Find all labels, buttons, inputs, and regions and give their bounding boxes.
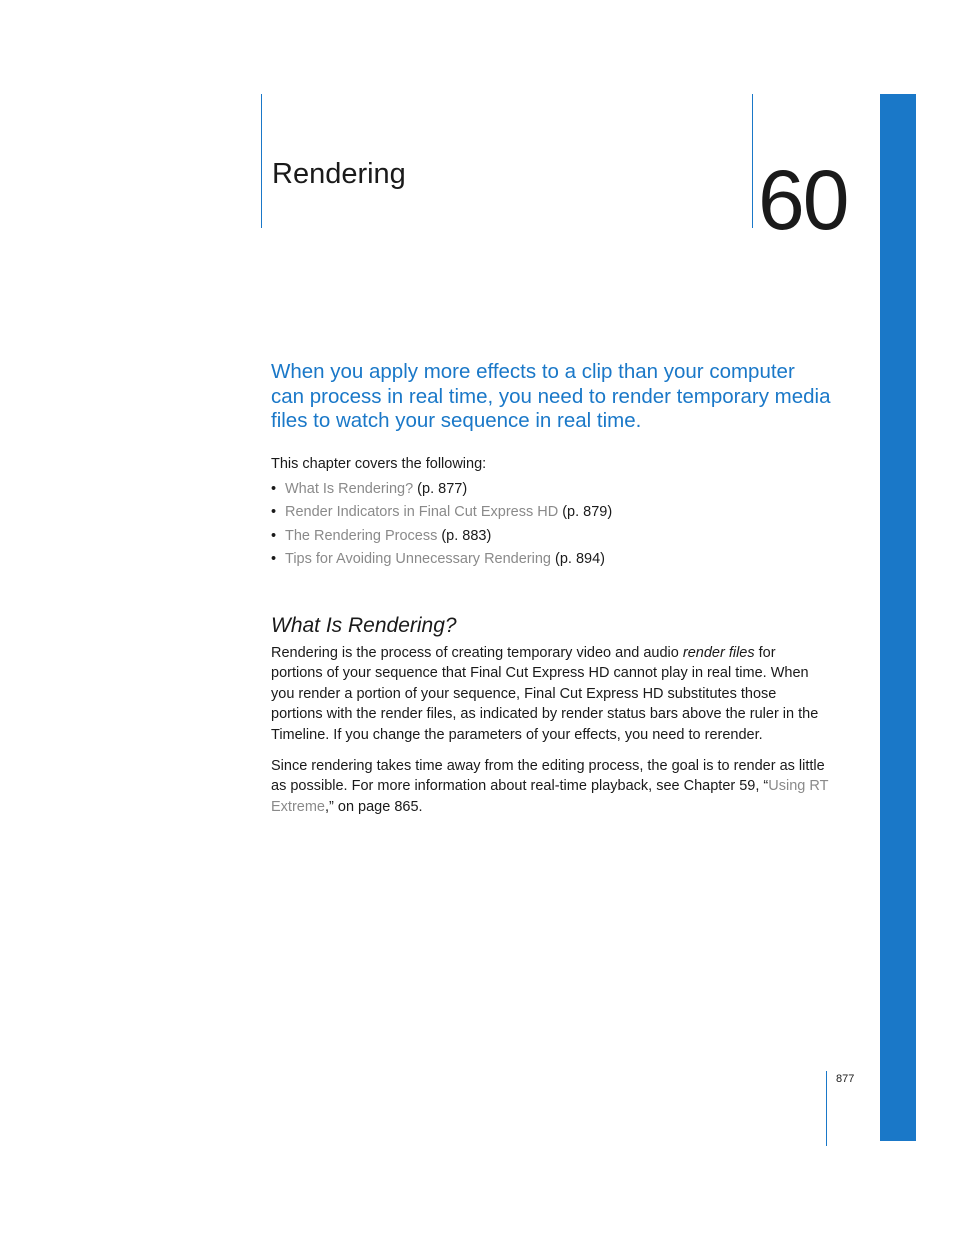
section-paragraph-1	[271, 643, 831, 745]
toc-bullet: •	[271, 481, 277, 497]
toc-link-rendering-process[interactable]: The Rendering Process	[285, 527, 438, 544]
paragraph-emphasis: render files	[682, 645, 755, 661]
paragraph-text: Rendering is the process of creating temporary video and audio	[271, 645, 683, 661]
toc-link-render-indicators[interactable]: Render Indicators in Final Cut Express HD	[285, 504, 559, 521]
toc-item	[271, 549, 612, 572]
toc-item	[271, 479, 612, 502]
chapter-rule-left	[261, 94, 262, 228]
toc-page-ref: (p. 894)	[550, 551, 605, 568]
toc-page-ref: (p. 879)	[558, 504, 613, 521]
paragraph-text: for portions of your sequence that Final Cut Express HD cannot play in real time. When you render a portion of your sequence, Final Cut Express HD substitutes those portions with the render files, as indicated by render status bars above the ruler in the Timeline. If you change the parameters of your effects, you need to rerender.	[271, 645, 819, 743]
page-number: 877	[836, 1073, 855, 1085]
paragraph-text: ,” on page 865.	[325, 798, 423, 815]
toc-item	[271, 502, 612, 525]
cross-reference-link[interactable]: Using RT Extreme	[271, 778, 829, 815]
chapter-rule-right	[752, 94, 753, 228]
toc-link-what-is-rendering[interactable]: What Is Rendering?	[285, 481, 414, 497]
toc-page-ref: (p. 883)	[437, 527, 492, 544]
section-heading: What Is Rendering?	[271, 614, 457, 637]
toc-page-ref: (p. 877)	[413, 481, 468, 497]
chapter-number: 60	[758, 153, 848, 247]
footer-rule	[826, 1071, 827, 1146]
toc-bullet: •	[271, 504, 277, 521]
toc-bullet: •	[271, 527, 277, 544]
paragraph-text: Since rendering takes time away from the editing process, the goal is to render as little as possible. For more information about real-time playback, see Chapter 59, “	[271, 758, 825, 795]
toc-item	[271, 526, 612, 549]
chapter-toc	[271, 479, 612, 573]
chapter-side-tab	[880, 94, 916, 1141]
toc-bullet: •	[271, 551, 277, 568]
chapter-title: Rendering	[272, 158, 406, 190]
section-paragraph-2	[271, 756, 831, 817]
covers-label: This chapter covers the following:	[271, 456, 487, 472]
chapter-intro: When you apply more effects to a clip than your computer can process in real time, you need to render temporary media files to watch your sequence in real time.	[271, 360, 831, 432]
toc-link-tips-avoiding-rendering[interactable]: Tips for Avoiding Unnecessary Rendering	[285, 551, 551, 568]
